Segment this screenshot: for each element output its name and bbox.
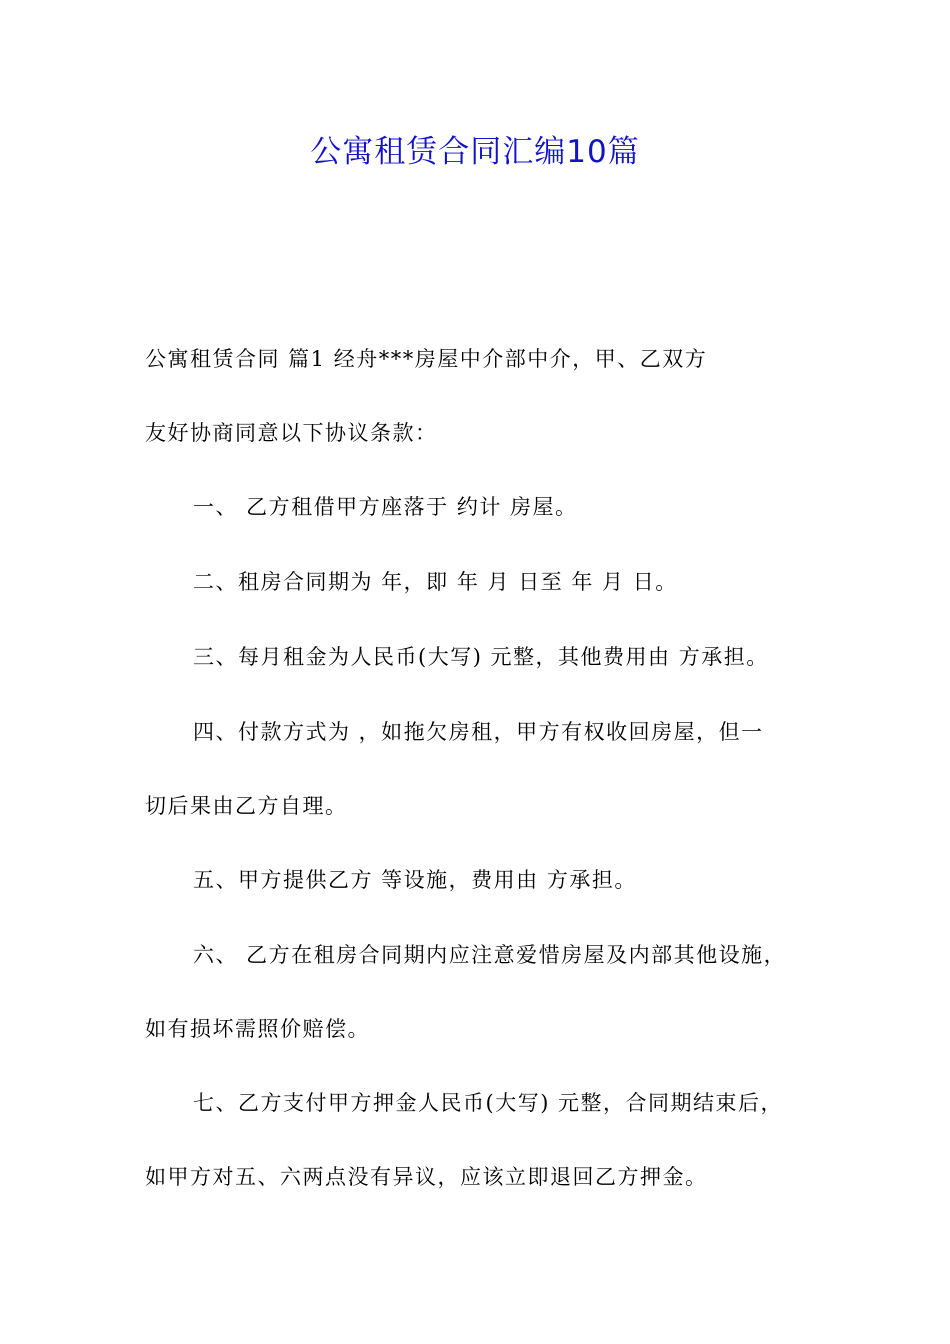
clause-7 xyxy=(145,1066,815,1214)
text-line: 七、乙方支付甲方押金人民币(大写) 元整，合同期结束后， xyxy=(193,1091,784,1115)
text-line: 如有损坏需照价赔偿。 xyxy=(145,1017,370,1041)
paragraph-intro xyxy=(145,322,815,470)
text-line: 四、付款方式为 ，如拖欠房租，甲方有权收回房屋，但一 xyxy=(193,720,764,744)
text-line: 三、每月租金为人民币(大写) 元整，其他费用由 方承担。 xyxy=(193,645,769,669)
clause-2 xyxy=(145,545,815,619)
text-line: 切后果由乙方自理。 xyxy=(145,794,348,818)
text-line: 六、 乙方在租房合同期内应注意爱惜房屋及内部其他设施， xyxy=(193,943,787,967)
document-title: 公寓租赁合同汇编10篇 xyxy=(310,134,640,170)
text-line: 公寓租赁合同 篇1 经舟***房屋中介部中介，甲、乙双方 xyxy=(145,347,708,371)
clause-3 xyxy=(145,620,815,694)
clause-1 xyxy=(145,470,815,544)
clause-4 xyxy=(145,695,815,843)
text-line: 友好协商同意以下协议条款： xyxy=(145,421,438,445)
text-line: 如甲方对五、六两点没有异议，应该立即退回乙方押金。 xyxy=(145,1165,708,1189)
clause-6 xyxy=(145,918,815,1066)
clause-5 xyxy=(145,843,815,917)
text-line: 二、租房合同期为 年，即 年 月 日至 年 月 日。 xyxy=(193,570,678,594)
text-line: 一、 乙方租借甲方座落于 约计 房屋。 xyxy=(193,495,578,519)
text-line: 五、甲方提供乙方 等设施，费用由 方承担。 xyxy=(193,868,637,892)
